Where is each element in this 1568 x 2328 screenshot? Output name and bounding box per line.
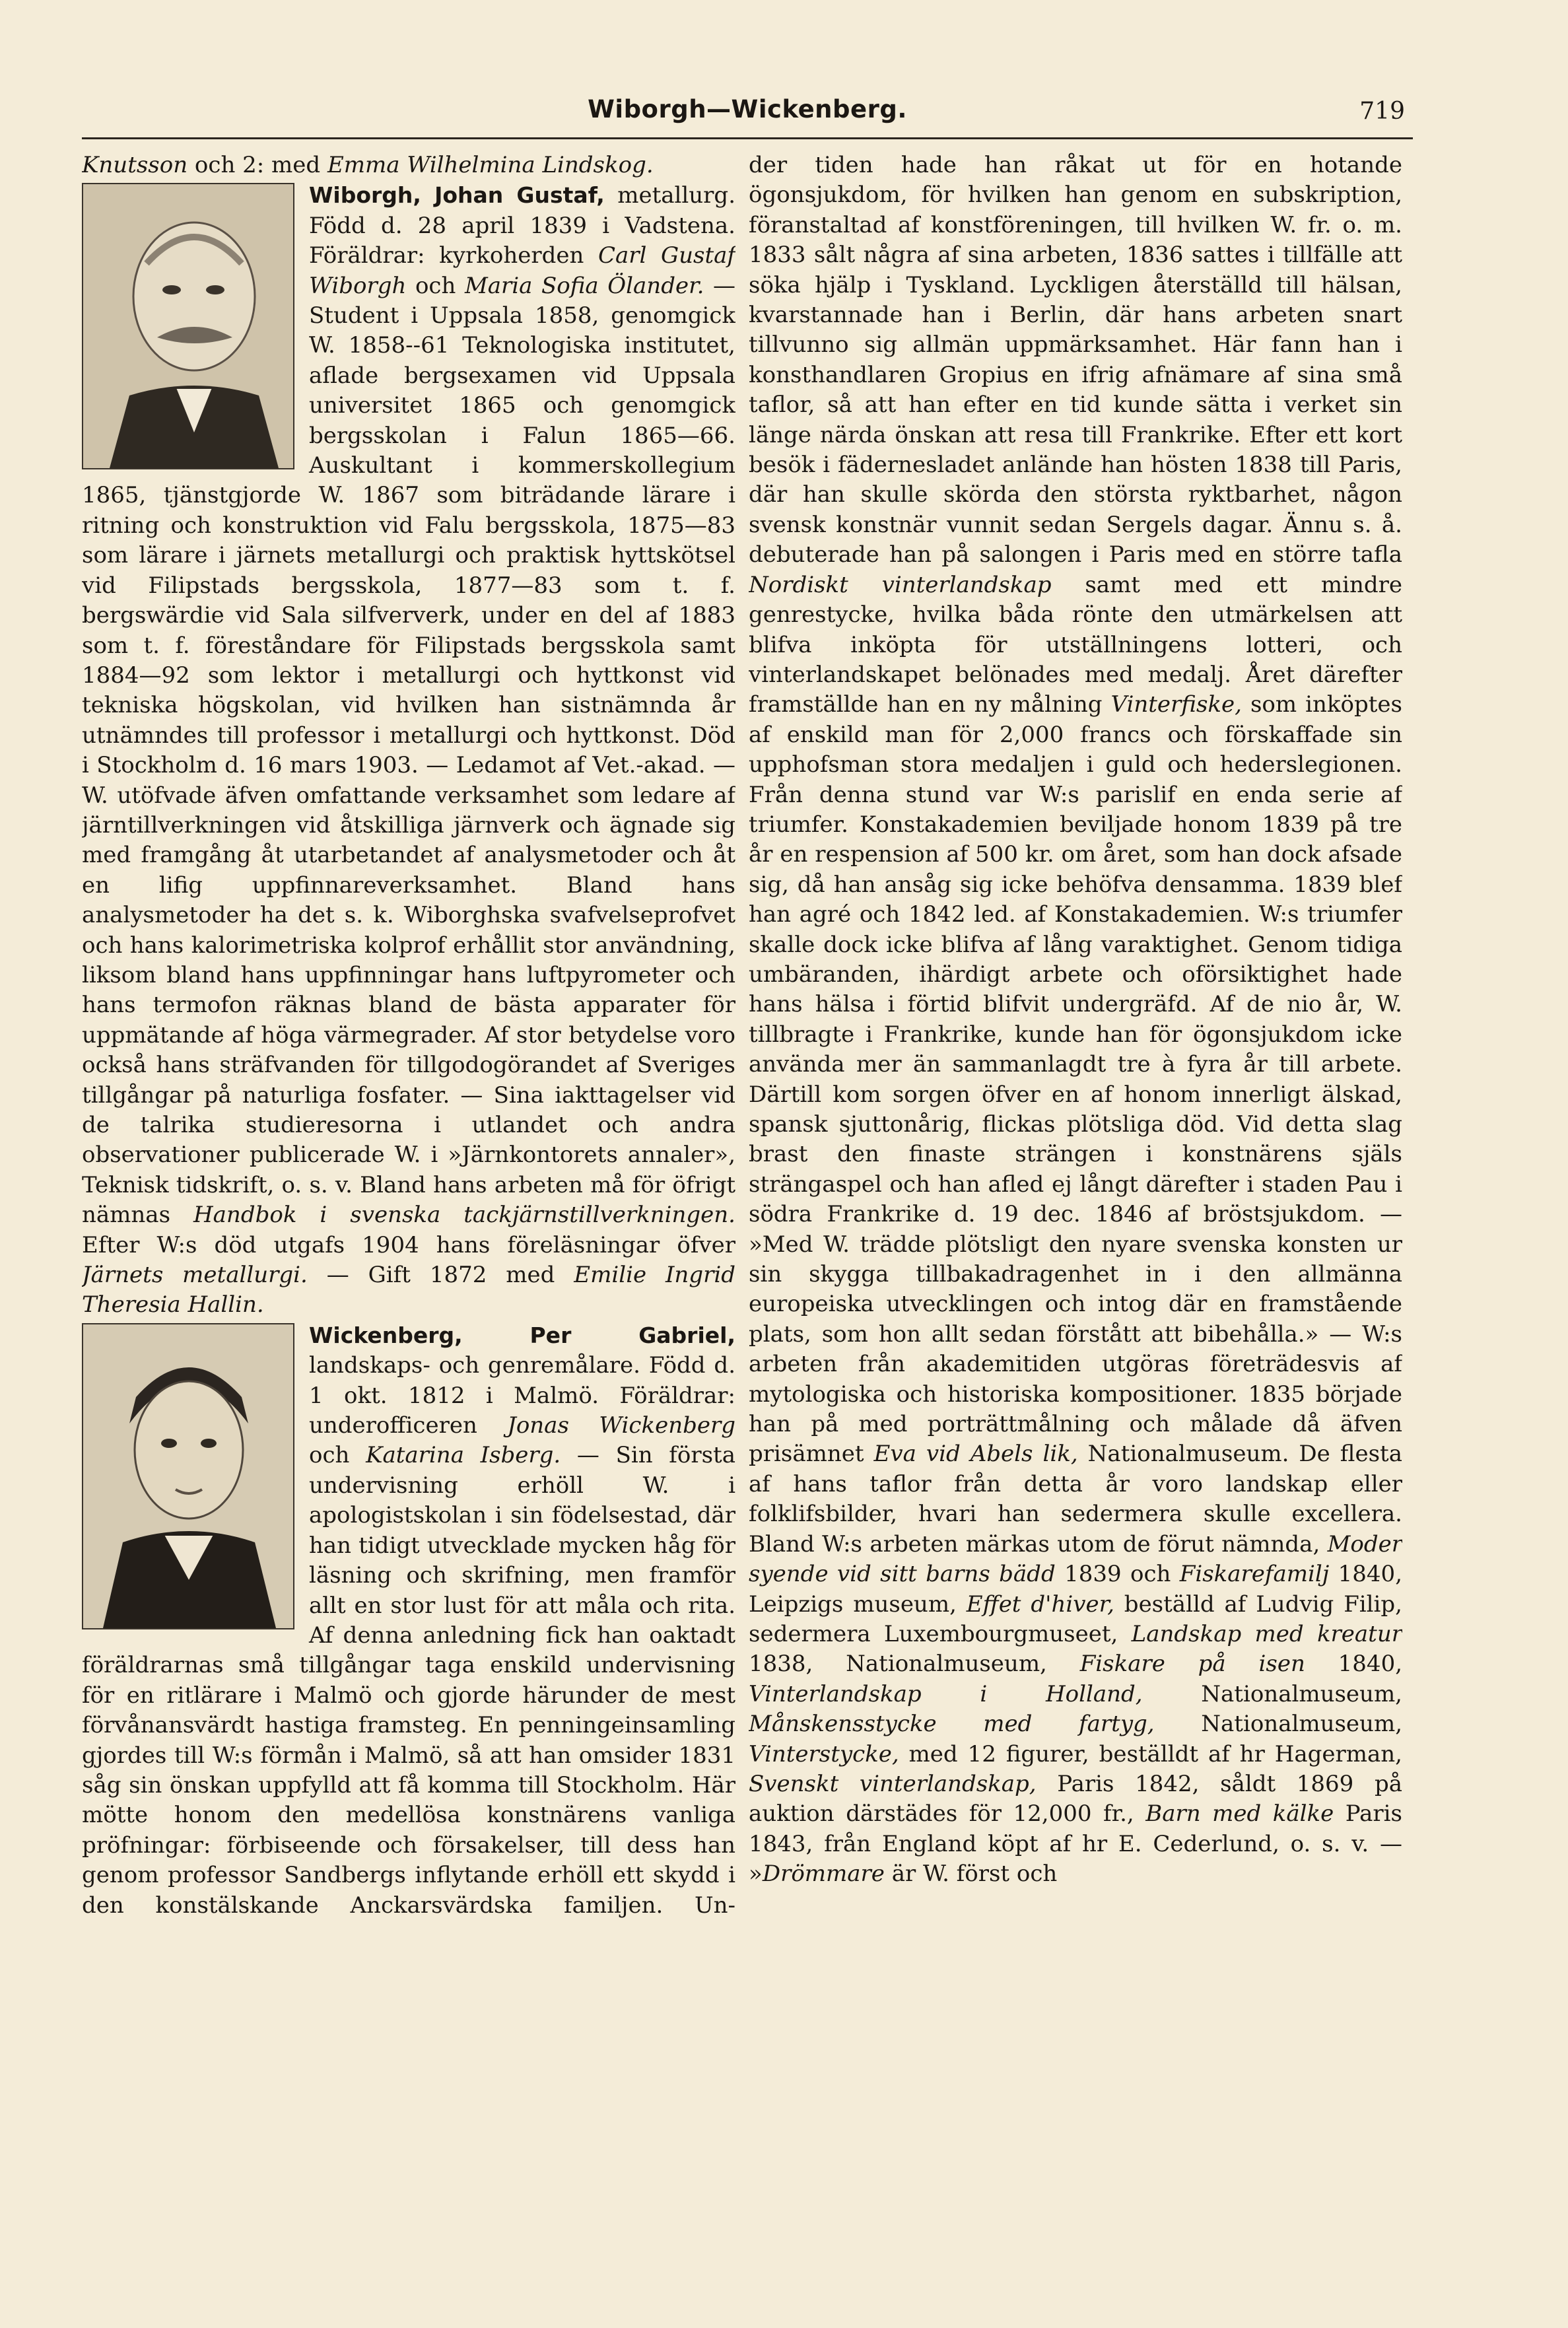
text-run: och [406,272,465,299]
portrait-wiborgh [82,183,294,469]
text-run: Nationalmuseum, [1142,1680,1402,1707]
entry-name: Wiborgh, Johan Gustaf, [309,182,605,209]
text-run: Nationalmuseum, [1154,1711,1402,1738]
text-run: Paris 1843, från England köpt af hr E. Cederlund, o. s. v. — » [749,1800,1402,1888]
italic-text: Landskap med kreatur [1131,1620,1402,1647]
italic-text: Handbok i svenska tackjärnstillverkningen. [193,1202,735,1229]
text-run: är W. först och [884,1861,1058,1888]
italic-text: Effet d'hiver, [966,1591,1114,1618]
italic-text: Emilie Ingrid Theresia Hallin. [82,1262,735,1318]
portrait-wickenberg [82,1323,294,1629]
italic-text: Knutsson [82,152,188,178]
italic-text: Månskensstycke med fartyg, [749,1711,1155,1738]
continuation-paragraph [82,151,735,180]
text-run: och [309,1442,366,1469]
italic-text: Katarina Isberg. [366,1442,561,1469]
italic-text: Drömmare [762,1861,885,1888]
italic-text: Barn med kälke [1145,1800,1334,1828]
running-title: Wiborgh—Wickenberg. [588,95,907,123]
text-run: 1838, Nationalmuseum, [749,1651,1080,1678]
portrait-wiborgh-image [83,184,293,468]
italic-text: Fiskare på isen [1079,1651,1305,1678]
italic-text: Jonas Wickenberg [507,1412,735,1439]
text-run: Efter W:s död utgafs 1904 hans föreläsningar öfver [82,1231,735,1258]
italic-text: Maria Sofia Ölander. [464,272,704,299]
italic-text: Emma Wilhelmina Lindskog. [327,152,654,178]
page-header [82,91,1413,139]
text-run: — Sin första undervisning erhöll W. i apologistskolan i sin födelsestad, där han tidigt utvecklade mycken håg för läsning och skrifning, men framför allt en stor lust för att måla och rita. Af denna anledning fick han oaktadt föräldrarnas små tillgångar taga enskild undervisning för en ritlärare i Malmö och gjorde härunder de mest förvånansvärdt hastiga framsteg. En penningeinsamling gjordes till W:s förmån i Malmö, så att han omsider 1831 såg sin önskan uppfylld att få komma till Stockholm. Här mötte honom den medellösa konstnärens vanliga pröfningar: förbiseende och försakelser, till dess han genom professor Sandbergs inflytande erhöll ett skydd i den konstälskande Anckarsvärdska familjen. Un- [82,1442,735,1919]
text-run: samt med ett mindre genrestycke, hvilka båda rönte den utmärkelsen att blifva inköpta för utställningens lotteri, och vinterlandskapet belönades med medalj. Året därefter framställde han en ny målning [749,571,1402,718]
text-run: der tiden hade han råkat ut för en hotande ögonsjukdom, för hvilken han genom en subskription, föranstaltad af konstföreningen, till hvilken W. fr. o. m. 1833 sålt några af sina arbeten, 1836 sattes i tillfälle att söka hjälp i Tyskland. Lyckligen återställd till hälsan, kvarstannade han i Berlin, där hans arbeten snart tillvunno sig allmän uppmärksamhet. Här fann han i konsthandlaren Gropius en ifrig afnämare af sina små taflor, så att han efter en tid kunde sätta i verket sin länge närda önskan att resa till Frankrike. Efter ett kort besök i fädernesladet anlände han hösten 1838 till Paris, där han skulle skörda den största ryktbarhet, någon svensk konstnär vunnit sedan Sergels dagar. Ännu s. å. debuterade han på salongen i Paris med en större tafla [749,152,1402,568]
text-run: beställd af Ludvig Filip, sedermera Luxembourgmuseet, [749,1591,1402,1647]
italic-text: Fiskarefamilj [1179,1561,1330,1588]
text-run: och 2: med [187,152,327,178]
text-run: med 12 figurer, beställdt af hr Hagerman, [899,1740,1402,1767]
right-column [749,151,1402,2257]
text-run: 1840, Leipzigs museum, [749,1561,1402,1618]
left-column [82,151,735,2257]
text-run: 1839 och [1055,1561,1180,1588]
page-number: 719 [1359,98,1405,125]
italic-text: Eva vid Abels lik, [873,1441,1078,1468]
text-run: som inköptes af enskild man för 2,000 francs och förskaffade sin upphofsman stora medaljen i guld och hederslegionen. Från denna stund var W:s parislif en enda serie af triumfer. Konstakademien beviljade honom 1839 på tre år en respension af 500 kr. om året, som han dock afsade sig, då han ansåg sig icke behöfva densamma. 1839 blef han agré och 1842 led. af Konstakademien. W:s triumfer skalle dock icke blifva af lång varaktighet. Genom tidiga umbäranden, ihärdigt arbete och oförsiktighet hade hans hälsa i förtid blifvit undergräfd. Af de nio år, W. tillbragte i Frankrike, kunde han för ögonsjukdom icke använda mer än sammanlagdt tre à fyra år till arbete. Därtill kom sorgen öfver en af honom innerligt älskad, spansk sjuttonårig, flickas plötsliga död. Vid detta slag brast den finaste strängen i konstnärens själs strängaspel och han afled ej långt därefter i staden Pau i södra Frankrike d. 19 dec. 1846 af bröstsjukdom. — »Med W. trädde plötsligt den nyare svenska konsten ur sin skygga tillbakadragenhet in i den allmänna europeiska utvecklingen och intog där en framstående plats, som hon allt sedan förstått att bibehålla.» — W:s arbeten från akademitiden utgöras företrädesvis af mytologiska och historiska kompositioner. 1835 började han på med porträttmålning och målade då äfven prisämnet [749,691,1402,1468]
text-run: — Gift 1872 med [307,1262,574,1289]
italic-text: Svenskt vinterlandskap, [749,1770,1037,1797]
italic-text: Carl Gustaf Wiborgh [309,242,735,299]
text-run: 1840, [1305,1651,1402,1678]
italic-text: Vinterlandskap i Holland, [749,1680,1143,1707]
text-run: metallurg. Född d. 28 april 1839 i Vadstena. Föräldrar: kyrkoherden [309,182,735,269]
italic-text: Moder syende vid sitt barns bädd [749,1530,1402,1588]
italic-text: Järnets metallurgi. [82,1262,308,1289]
portrait-wickenberg-image [83,1324,293,1628]
text-run: — Student i Uppsala 1858, genomgick W. 1858--61 Teknologiska institutet, aflade bergsexamen vid Uppsala universitet 1865 och genomgick bergsskolan i Falun 1865—66. Auskultant i kommerskollegium 1865, tjänstgjorde W. 1867 som biträdande lärare i ritning och konstruktion vid Falu bergsskola, 1875—83 som lärare i järnets metallurgi och praktisk hyttskötsel vid Filipstads bergsskola, 1877—83 som t. f. bergswärdie vid Sala silfververk, under en del af 1883 som t. f. föreståndare för Filipstads bergsskola samt 1884—92 som lektor i metallurgi och hyttkonst vid tekniska högskolan, vid hvilken han sistnämnda år utnämndes till professor i metallurgi och hyttkonst. Död i Stockholm d. 16 mars 1903. — Ledamot af Vet.-akad. — W. utöfvade äfven omfattande verksamhet som ledare af järntillverkningen vid åtskilliga järnverk och ägnade sig med framgång åt utarbetandet af analysmetoder och åt en lifig uppfinnareverksamhet. Bland hans analysmetoder ha det s. k. Wiborghska svafvelseprofvet och hans kalorimetriska kolprof erhållit stor användning, liksom bland hans uppfinningar hans luftpyrometer och hans termofon räknas bland de bästa apparater för uppmätande af höga värmegrader. Af stor betydelse voro också hans sträfvanden för tillgodogörandet af Sveriges tillgångar på naturliga fosfater. — Sina iakttagelser vid de talrika studieresorna i utlandet och andra observationer publicerade W. i »Järnkontorets annaler», Teknisk tidskrift, o. s. v. Bland hans arbeten må för öfrigt nämnas [82,272,735,1229]
text-run: Nationalmuseum. De flesta af hans taflor från detta år voro landskap eller folklifsbilder, hvari han sedermera skulle excellera. Bland W:s arbeten märkas utom de förut nämnda, [749,1441,1402,1558]
italic-text: Vinterfiske, [1110,691,1242,718]
text-run: landskaps- och genremålare. Född d. 1 okt. 1812 i Malmö. Föräldrar: underofficeren [309,1352,735,1439]
text-run: Paris 1842, såldt 1869 på auktion därstädes för 12,000 fr., [749,1770,1402,1828]
entry-name: Wickenberg, Per Gabriel, [309,1322,735,1348]
italic-text: Vinterstycke, [749,1740,899,1767]
italic-text: Nordiskt vinterlandskap [749,571,1052,598]
entry-wickenberg-continued [749,151,1402,1890]
